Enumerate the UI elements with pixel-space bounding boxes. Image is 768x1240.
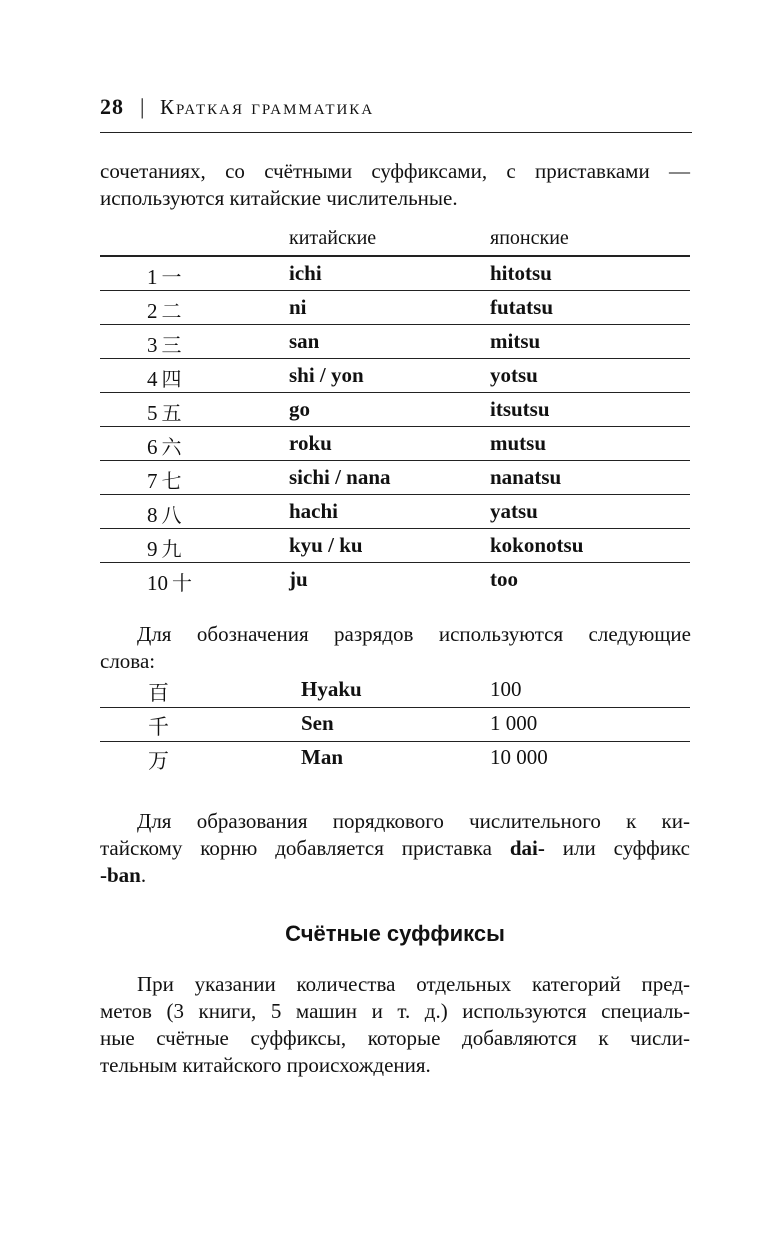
table-header-row [100, 227, 690, 256]
table-row [100, 256, 690, 291]
kanji-numeral: 一 [161, 265, 182, 289]
arabic-number: 6 [147, 435, 158, 459]
japanese-reading: itsutsu [490, 397, 550, 421]
numeral-cell [147, 261, 182, 290]
table-row [100, 325, 690, 359]
numeral-cell [147, 465, 182, 494]
suffix-line: При указании количества отдельных категорий пред- [137, 972, 690, 996]
running-header [100, 92, 692, 133]
intro-line: используются китайские числительные. [100, 186, 458, 210]
numeral-cell [147, 329, 182, 358]
chinese-reading: go [289, 397, 310, 421]
japanese-reading: mutsu [490, 431, 547, 455]
ordinal-line [100, 862, 690, 889]
intro-paragraph [100, 158, 690, 212]
rank-word: Sen [301, 711, 334, 735]
kanji-numeral: 十 [172, 571, 192, 595]
intro-line: сочетаниях, со счётными суффиксами, с приставками — [100, 159, 690, 183]
arabic-number: 2 [147, 299, 158, 323]
ranks-table [100, 674, 690, 775]
kanji-numeral: 二 [161, 299, 182, 323]
numeral-cell [147, 295, 182, 324]
arabic-number: 4 [147, 367, 158, 391]
kanji-numeral: 七 [161, 469, 182, 493]
table-row [100, 393, 690, 427]
japanese-reading: futatsu [490, 295, 554, 319]
kanji-numeral: 九 [161, 537, 182, 561]
kanji-numeral: 三 [161, 333, 182, 357]
suffix-line: ные счётные суффиксы, которые добавляются к числи- [100, 1026, 690, 1050]
table-row [100, 529, 690, 563]
numeral-cell [147, 533, 182, 562]
suffix-line: тельным китайского происхождения. [100, 1053, 431, 1077]
rank-value: 1 000 [490, 711, 538, 735]
numeral-cell [147, 397, 182, 426]
table-row [100, 495, 690, 529]
ordinal-period: . [140, 863, 147, 887]
kanji-numeral: 五 [161, 401, 182, 425]
ranks-intro-paragraph [100, 621, 691, 675]
suffix-line: метов (3 книги, 5 машин и т. д.) используются специаль- [100, 999, 690, 1023]
chinese-reading: shi / yon [289, 363, 364, 387]
numeral-cell [147, 431, 182, 460]
kanji-numeral: 四 [161, 367, 182, 391]
rank-kanji: 千 [148, 715, 169, 739]
suffix-ban: -ban [100, 863, 141, 887]
japanese-reading: hitotsu [490, 261, 552, 285]
ranks-intro-line: слова: [100, 649, 156, 673]
rank-value: 10 000 [490, 745, 548, 769]
japanese-reading: kokonotsu [490, 533, 584, 557]
arabic-number: 8 [147, 503, 158, 527]
chinese-reading: sichi / nana [289, 465, 391, 489]
chinese-reading: roku [289, 431, 332, 455]
column-header-japanese: японские [490, 227, 569, 249]
rank-kanji: 万 [148, 749, 169, 773]
chinese-reading: ju [289, 567, 308, 591]
header-separator: | [140, 94, 145, 119]
arabic-number: 7 [147, 469, 158, 493]
numeral-cell [147, 499, 182, 528]
table-row [100, 708, 690, 742]
section-heading: Счётные суффиксы [285, 921, 505, 946]
arabic-number: 5 [147, 401, 158, 425]
table-row [100, 742, 690, 775]
ordinal-paragraph [100, 808, 690, 889]
numeral-cell [147, 363, 182, 392]
arabic-number: 1 [147, 265, 158, 289]
numeral-cell [147, 567, 192, 596]
rank-word: Hyaku [301, 677, 362, 701]
rank-value: 100 [490, 677, 522, 701]
japanese-reading: too [490, 567, 518, 591]
kanji-numeral: 八 [161, 503, 182, 527]
chinese-reading: hachi [289, 499, 339, 523]
suffix-paragraph [100, 971, 690, 1079]
rank-word: Man [301, 745, 343, 769]
ordinal-text: или суффикс [544, 836, 690, 860]
page-number: 28 [100, 94, 124, 119]
chinese-reading: san [289, 329, 320, 353]
table-row [100, 291, 690, 325]
table-row [100, 427, 690, 461]
chinese-reading: kyu / ku [289, 533, 363, 557]
japanese-reading: yotsu [490, 363, 538, 387]
kanji-numeral: 六 [161, 435, 182, 459]
ordinal-line: Для образования порядкового числительного к ки- [137, 809, 690, 833]
rank-kanji: 百 [148, 681, 169, 705]
ordinal-line [100, 835, 690, 862]
arabic-number: 9 [147, 537, 158, 561]
prefix-dai: dai- [509, 836, 545, 860]
column-header-chinese: китайские [289, 227, 377, 249]
table-row [100, 674, 690, 708]
table-row [100, 563, 690, 596]
chinese-reading: ni [289, 295, 307, 319]
numerals-table [100, 227, 690, 596]
arabic-number: 10 [147, 571, 168, 595]
japanese-reading: mitsu [490, 329, 541, 353]
arabic-number: 3 [147, 333, 158, 357]
japanese-reading: yatsu [490, 499, 538, 523]
table-row [100, 359, 690, 393]
chinese-reading: ichi [289, 261, 322, 285]
table-row [100, 461, 690, 495]
section-title: Краткая грамматика [160, 95, 375, 119]
ordinal-text: тайскому корню добавляется приставка [100, 836, 510, 860]
japanese-reading: nanatsu [490, 465, 562, 489]
ranks-intro-line: Для обозначения разрядов используются следующие [137, 622, 691, 646]
